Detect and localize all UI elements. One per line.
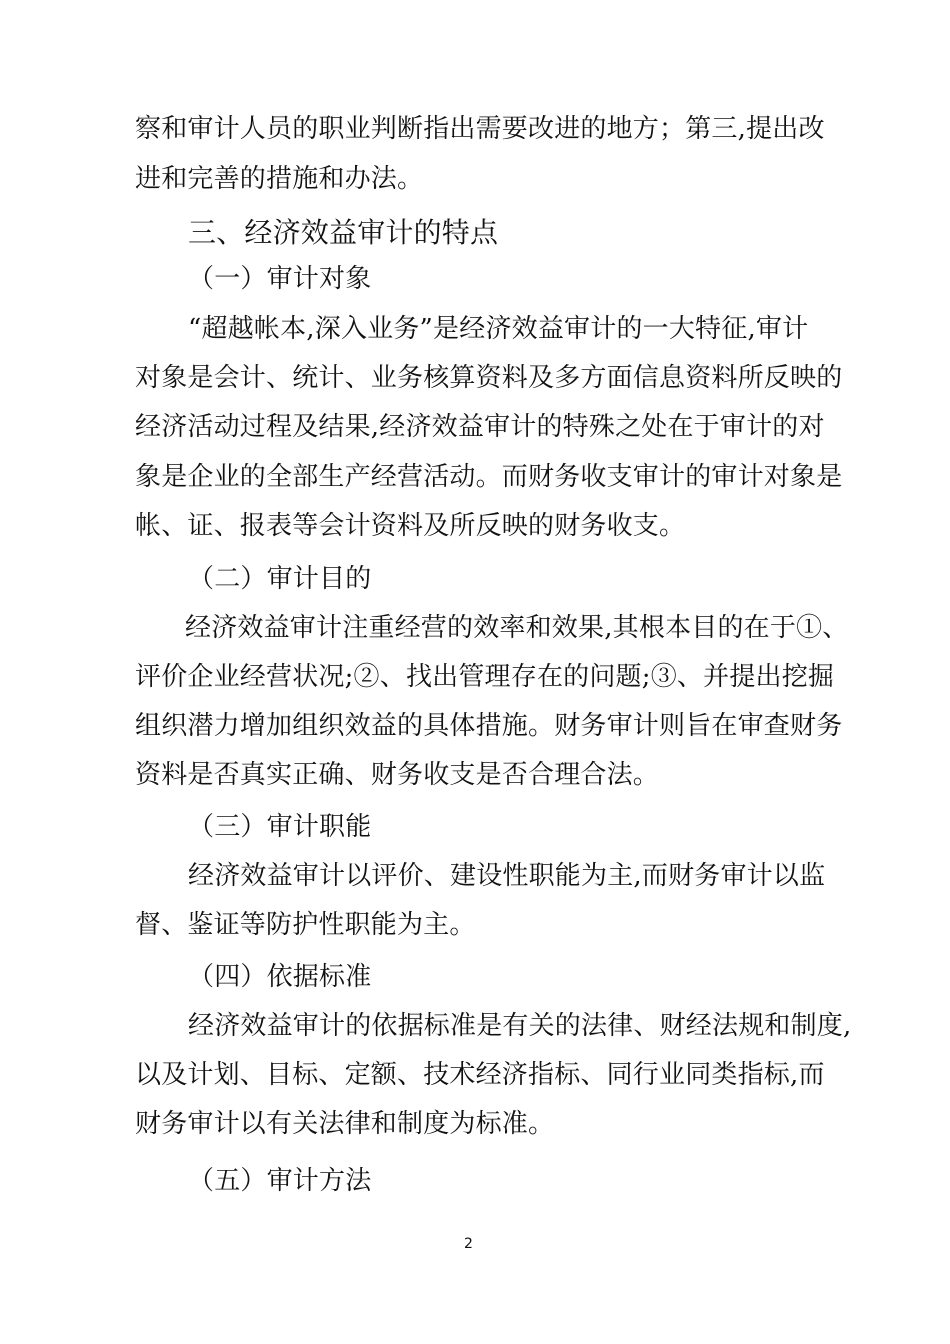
paragraph-line: 经济活动过程及结果,经济效益审计的特殊之处在于审计的对 bbox=[135, 412, 825, 442]
paragraph-line: 督、鉴证等防护性职能为主。 bbox=[135, 910, 476, 940]
paragraph-line: 评价企业经营状况;②、找出管理存在的问题;③、并提出挖掘 bbox=[135, 662, 835, 692]
page-number: 2 bbox=[464, 1236, 473, 1252]
section-heading: 三、经济效益审计的特点 bbox=[188, 216, 499, 249]
paragraph-line: 进和完善的措施和办法。 bbox=[135, 164, 424, 194]
subsection-heading: （三）审计职能 bbox=[188, 812, 372, 842]
paragraph-line: 象是企业的全部生产经营活动。而财务收支审计的审计对象是 bbox=[135, 462, 843, 492]
subsection-heading: （二）审计目的 bbox=[188, 564, 372, 594]
paragraph-line: 察和审计人员的职业判断指出需要改进的地方；第三,提出改 bbox=[135, 114, 825, 144]
paragraph-line: 经济效益审计以评价、建设性职能为主,而财务审计以监 bbox=[188, 861, 826, 891]
paragraph-line: 以及计划、目标、定额、技术经济指标、同行业同类指标,而 bbox=[135, 1060, 825, 1090]
subsection-heading: （四）依据标准 bbox=[188, 962, 372, 992]
paragraph-line: 经济效益审计注重经营的效率和效果,其根本目的在于①、 bbox=[185, 613, 849, 643]
subsection-heading: （五）审计方法 bbox=[188, 1166, 372, 1196]
paragraph-line: 组织潜力增加组织效益的具体措施。财务审计则旨在审查财务 bbox=[135, 711, 843, 741]
paragraph-line: 资料是否真实正确、财务收支是否合理合法。 bbox=[135, 760, 660, 790]
subsection-heading: （一）审计对象 bbox=[188, 264, 372, 294]
paragraph-line: 对象是会计、统计、业务核算资料及多方面信息资料所反映的 bbox=[135, 363, 843, 393]
paragraph-line: 经济效益审计的依据标准是有关的法律、财经法规和制度, bbox=[188, 1011, 852, 1041]
paragraph-line: 财务审计以有关法律和制度为标准。 bbox=[135, 1109, 555, 1139]
paragraph-line: “超越帐本,深入业务”是经济效益审计的一大特征,审计 bbox=[188, 314, 809, 344]
paragraph-line: 帐、证、报表等会计资料及所反映的财务收支。 bbox=[135, 511, 686, 541]
